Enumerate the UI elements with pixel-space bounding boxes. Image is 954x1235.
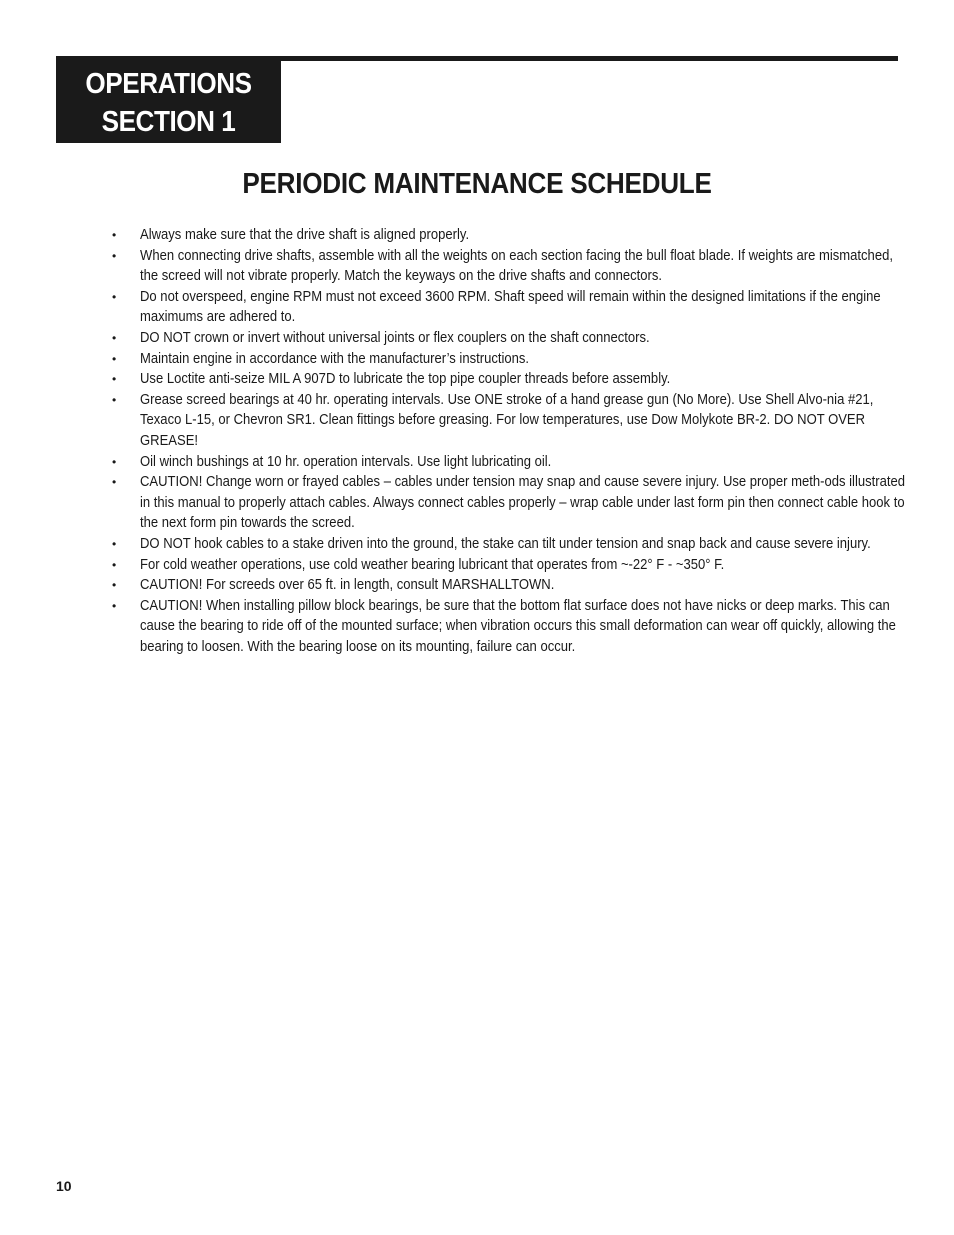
bullet-icon: • (112, 598, 117, 613)
bullet-icon: • (112, 475, 117, 490)
list-item (110, 369, 910, 390)
list-item-text: DO NOT hook cables to a stake driven into the ground, the stake can tilt under tension and snap back and cause severe injury. (140, 535, 871, 552)
bullet-icon: • (112, 454, 117, 469)
page-number: 10 (56, 1178, 72, 1194)
list-item (110, 555, 910, 576)
list-item-text: CAUTION! For screeds over 65 ft. in length, consult MARSHALLTOWN. (140, 577, 555, 594)
list-item-text: When connecting drive shafts, assemble with all the weights on each section facing the bull float blade. If weights are mismatched, the screed will not vibrate properly. Match the keyways on the drive shafts and connectors. (140, 247, 893, 285)
list-item (110, 349, 910, 370)
bullet-icon: • (112, 289, 117, 304)
bullet-icon: • (112, 351, 117, 366)
list-item-text: Do not overspeed, engine RPM must not exceed 3600 RPM. Shaft speed will remain within the designed limitations if the engine maximums are adhered to. (140, 288, 881, 326)
list-item (110, 287, 910, 328)
list-item (110, 452, 910, 473)
list-item-text: Maintain engine in accordance with the manufacturer’s instructions. (140, 350, 530, 367)
list-item (110, 225, 910, 246)
list-item-text: Use Loctite anti-seize MIL A 907D to lubricate the top pipe coupler threads before assembly. (140, 371, 671, 388)
list-item-text: Always make sure that the drive shaft is aligned properly. (140, 227, 470, 243)
maintenance-list (110, 225, 910, 657)
list-item-text: DO NOT crown or invert without universal joints or flex couplers on the shaft connectors. (140, 329, 650, 346)
bullet-icon: • (112, 248, 117, 263)
list-item-text: For cold weather operations, use cold weather bearing lubricant that operates from ~-22° F - ~350° F. (140, 556, 725, 573)
section-title-line2: SECTION 1 (101, 106, 236, 138)
bullet-icon: • (112, 372, 117, 387)
bullet-icon: • (112, 392, 117, 407)
bullet-icon: • (112, 330, 117, 345)
bullet-icon: • (112, 578, 117, 593)
list-item (110, 534, 910, 555)
page-title: PERIODIC MAINTENANCE SCHEDULE (242, 168, 712, 200)
bullet-icon: • (112, 228, 117, 242)
list-item-text: CAUTION! Change worn or frayed cables – cables under tension may snap and cause severe injury. Use proper meth-ods illustrated in this manual to properly attach cables. Always connect cables properly – wrap cable under last form pin then connect cable hook to the next form pin towards the screed. (140, 474, 906, 532)
list-item (110, 472, 910, 534)
list-item-text: Grease screed bearings at 40 hr. operating intervals. Use ONE stroke of a hand grease gun (No More). Use Shell Alvo-nia #21, Texaco L-15, or Chevron SR1. Clean fittings before greasing. For low temperatures, use Dow Molykote BR-2. DO NOT OVER GREASE! (140, 391, 874, 449)
bullet-icon: • (112, 536, 117, 551)
list-item (110, 328, 910, 349)
section-header-block (56, 56, 281, 143)
list-item (110, 575, 910, 596)
list-item-text: CAUTION! When installing pillow block bearings, be sure that the bottom flat surface does not have nicks or deep marks. This can cause the bearing to ride off of the mounted surface; when vibration occurs this small deformation can wear off quickly, allowing the bearing to loosen. With the bearing loose on its mounting, failure can occur. (140, 597, 896, 655)
list-item (110, 596, 910, 658)
list-item (110, 246, 910, 287)
bullet-icon: • (112, 557, 117, 572)
section-title-line1: OPERATIONS (85, 68, 252, 100)
list-item-text: Oil winch bushings at 10 hr. operation intervals. Use light lubricating oil. (140, 453, 552, 470)
list-item (110, 390, 910, 452)
